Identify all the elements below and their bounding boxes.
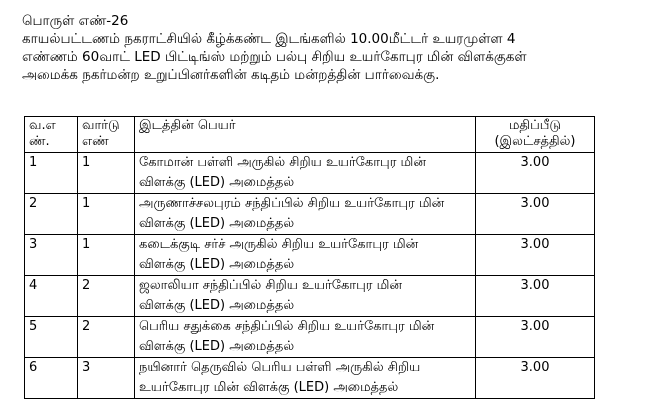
serial-no-cell: 5 xyxy=(25,317,78,358)
place-name-cell: கடைக்குடி சர்ச் அருகில் சிறிய உயர்கோபுர மின் விளக்கு (LED) அமைத்தல் xyxy=(135,235,476,276)
table-row xyxy=(25,317,595,358)
ward-no-cell: 3 xyxy=(78,358,135,399)
estimate-table xyxy=(24,116,595,399)
estimate-cell: 3.00 xyxy=(476,153,595,194)
ward-no-cell: 2 xyxy=(78,317,135,358)
serial-no-cell: 3 xyxy=(25,235,78,276)
estimate-cell: 3.00 xyxy=(476,317,595,358)
place-name-cell: ஜலாலியா சந்திப்பில் சிறிய உயர்கோபுர மின் விளக்கு (LED) அமைத்தல் xyxy=(135,276,476,317)
header-place-name: இடத்தின் பெயர் xyxy=(135,117,476,153)
table-row xyxy=(25,276,595,317)
table-row xyxy=(25,153,595,194)
table-row xyxy=(25,194,595,235)
header-ward-no: வார்டு எண் xyxy=(78,117,135,153)
ward-no-cell: 1 xyxy=(78,235,135,276)
subject-heading: பொருள் எண்-26 xyxy=(22,13,129,29)
place-name-cell: கோமான் பள்ளி அருகில் சிறிய உயர்கோபுர மின் விளக்கு (LED) அமைத்தல் xyxy=(135,153,476,194)
table-row xyxy=(25,235,595,276)
estimate-cell: 3.00 xyxy=(476,194,595,235)
header-estimate: மதிப்பீடு (இலட்சத்தில்) xyxy=(476,117,595,153)
serial-no-cell: 6 xyxy=(25,358,78,399)
estimate-cell: 3.00 xyxy=(476,358,595,399)
place-name-cell: பெரிய சதுக்கை சந்திப்பில் சிறிய உயர்கோபுர மின் விளக்கு (LED) அமைத்தல் xyxy=(135,317,476,358)
ward-no-cell: 1 xyxy=(78,153,135,194)
ward-no-cell: 1 xyxy=(78,194,135,235)
serial-no-cell: 2 xyxy=(25,194,78,235)
table-row xyxy=(25,358,595,399)
place-name-cell: நயினார் தெருவில் பெரிய பள்ளி அருகில் சிறிய உயர்கோபுர மின் விளக்கு (LED) அமைத்தல் xyxy=(135,358,476,399)
intro-line-3: அமைக்க நகர்மன்ற உறுப்பினர்களின் கடிதம் மன்றத்தின் பார்வைக்கு. xyxy=(22,67,440,83)
serial-no-cell: 1 xyxy=(25,153,78,194)
place-name-cell: அருணாச்சலபுரம் சந்திப்பில் சிறிய உயர்கோபுர மின் விளக்கு (LED) அமைத்தல் xyxy=(135,194,476,235)
ward-no-cell: 2 xyxy=(78,276,135,317)
intro-line-1: காயல்பட்டணம் நகராட்சியில் கீழ்க்கண்ட இடங்களில் 10.00மீட்டர் உயரமுள்ள 4 xyxy=(22,31,516,47)
serial-no-cell: 4 xyxy=(25,276,78,317)
document xyxy=(22,12,634,84)
estimate-cell: 3.00 xyxy=(476,276,595,317)
intro-line-2: எண்ணம் 60வாட் LED பிட்டிங்ஸ் மற்றும் பல்பு சிறிய உயர்கோபுர மின் விளக்குகள் xyxy=(22,49,527,65)
table-header-row xyxy=(25,117,595,153)
header-serial-no: வ.எ ண். xyxy=(25,117,78,153)
estimate-cell: 3.00 xyxy=(476,235,595,276)
